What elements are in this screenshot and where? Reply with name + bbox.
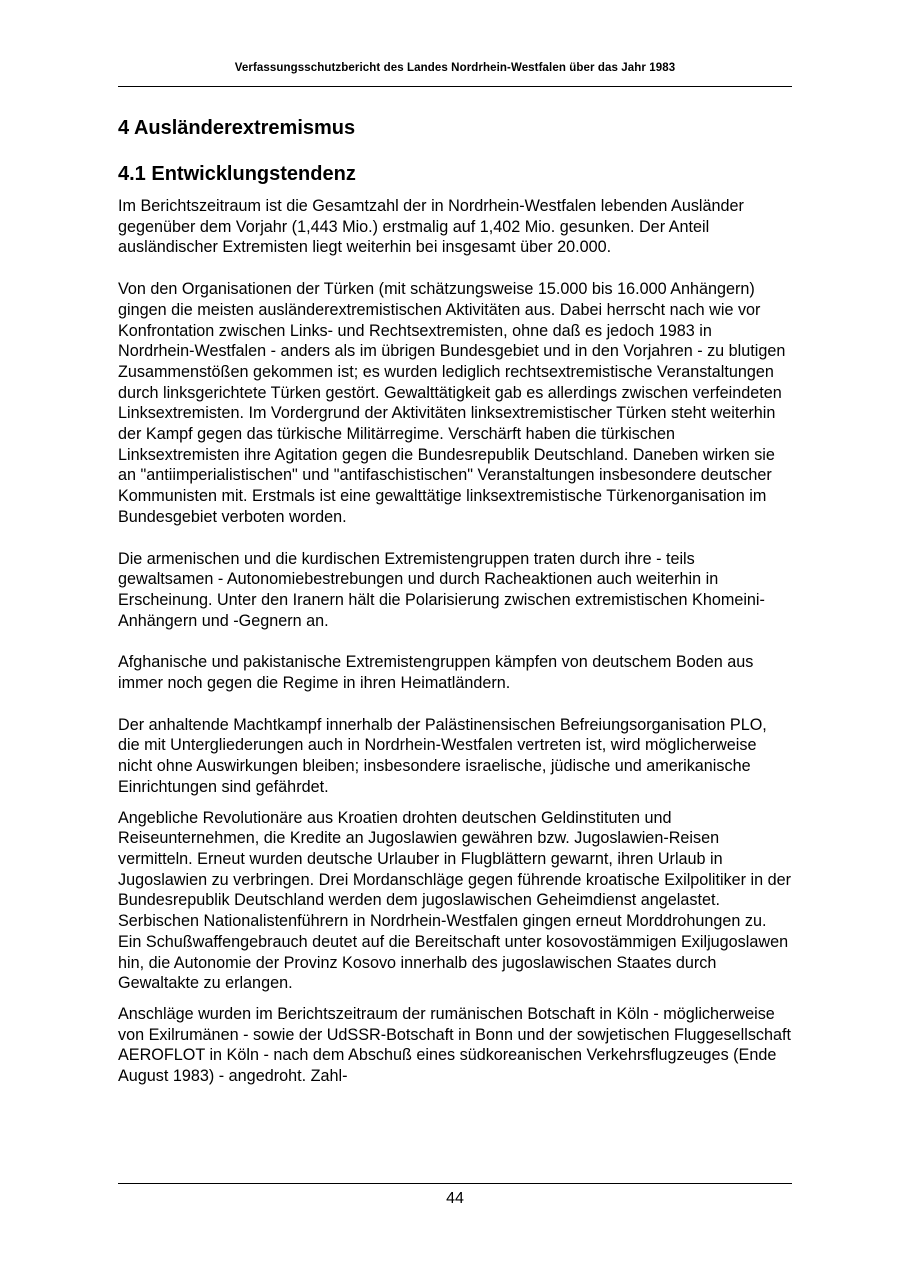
chapter-heading: 4 Ausländerextremismus <box>118 117 356 139</box>
section-heading: 4.1 Entwicklungstendenz <box>118 163 356 185</box>
paragraph-afghan-pakistani: Afghanische und pakistanische Extremistengruppen kämpfen von deutschem Boden aus immer noch gegen die Regime in ihren Heimatländern. <box>118 653 754 693</box>
page-number: 44 <box>446 1190 464 1207</box>
paragraph-plo: Der anhaltende Machtkampf innerhalb der Palästinensischen Befreiungsorganisation PLO, die mit Untergliederungen auch in Nordrhein-Westfalen vertreten ist, wird möglicherweise nicht ohne Auswirkungen bleiben; insbesondere israelische, jüdische und amerikanische Einrichtungen sind gefährdet. <box>118 715 767 796</box>
body-text <box>118 196 792 1087</box>
header-rule <box>118 86 792 87</box>
footer-rule <box>118 1183 792 1184</box>
paragraph-turkish-organisations: Von den Organisationen der Türken (mit schätzungsweise 15.000 bis 16.000 Anhängern) gingen die meisten ausländerextremistischen Aktivitäten aus. Dabei herrscht nach wie vor Konfrontation zwischen Links- und Rechtsextremisten, ohne daß es jedoch 1983 in Nordrhein-Westfalen - anders als im übrigen Bundesgebiet und in den Vorjahren - zu blutigen Zusammenstößen gekommen ist; es wurden lediglich rechtsextremistische Veranstaltungen durch linksgerichtete Türken gestört. Gewalttätigkeit gab es allerdings zwischen verfeindeten Linksextremisten. Im Vordergrund der Aktivitäten linksextremistischer Türken steht weiterhin der Kampf gegen das türkische Militärregime. Verschärft haben die türkischen Linksextremisten ihre Agitation gegen die Bundesrepublik Deutschland. Daneben wirken sie an "antiimperialistischen" und "antifaschistischen" Veranstaltungen insbesondere deutscher Kommunisten mit. Erstmals ist eine gewalttätige linksextremistische Türkenorganisation im Bundesgebiet verboten worden. <box>118 280 786 526</box>
paragraph-armenian-kurdish: Die armenischen und die kurdischen Extremistengruppen traten durch ihre - teils gewaltsamen - Autonomiebestrebungen und durch Racheaktionen auch weiterhin in Erscheinung. Unter den Iranern hält die Polarisierung zwischen extremistischen Khomeini-Anhängern und -Gegnern an. <box>118 549 765 630</box>
page-content <box>118 114 792 1087</box>
paragraph-croatia: Angebliche Revolutionäre aus Kroatien drohten deutschen Geldinstituten und Reiseunternehmen, die Kredite an Jugoslawien gewähren bzw. Jugoslawien-Reisen vermitteln. Erneut wurden deutsche Urlauber in Flugblättern gewarnt, ihren Urlaub in Jugoslawien zu verbringen. Drei Mordanschläge gegen führende kroatische Exilpolitiker in der Bundesrepublik Deutschland werden dem jugoslawischen Geheimdienst angelastet. Serbischen Nationalistenführern in Nordrhein-Westfalen gingen erneut Morddrohungen zu. Ein Schußwaffengebrauch deutet auf die Bereitschaft unter kosovostämmigen Exiljugoslawen hin, die Autonomie der Provinz Kosovo innerhalb des jugoslawischen Staates durch Gewaltakte zu erlangen. <box>118 808 792 993</box>
running-header: Verfassungsschutzbericht des Landes Nordrhein-Westfalen über das Jahr 1983 <box>234 62 676 74</box>
paragraph-threats: Anschläge wurden im Berichtszeitraum der rumänischen Botschaft in Köln - möglicherweise von Exilrumänen - sowie der UdSSR-Botschaft in Bonn und der sowjetischen Fluggesellschaft AEROFLOT in Köln - nach dem Abschuß eines südkoreanischen Verkehrsflugzeuges (Ende August 1983) - angedroht. Zahl- <box>118 1004 792 1086</box>
paragraph-population: Im Berichtszeitraum ist die Gesamtzahl der in Nordrhein-Westfalen lebenden Ausländer gegenüber dem Vorjahr (1,443 Mio.) erstmalig auf 1,402 Mio. gesunken. Der Anteil ausländischer Extremisten liegt weiterhin bei insgesamt über 20.000. <box>118 197 744 257</box>
